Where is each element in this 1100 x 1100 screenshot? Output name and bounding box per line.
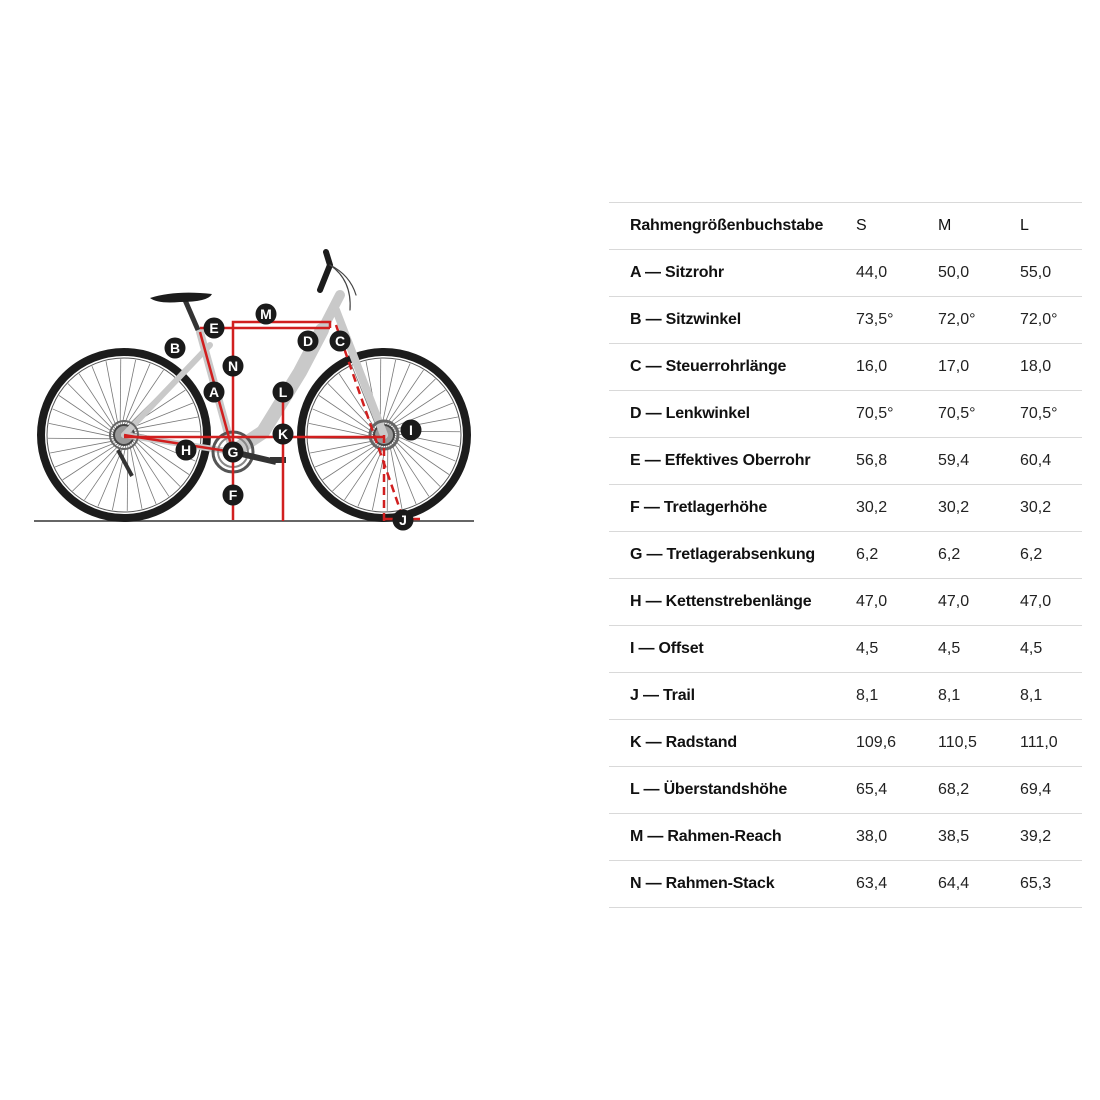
value-size-l: 18,0 <box>1020 344 1082 391</box>
value-size-l: 39,2 <box>1020 814 1082 861</box>
row-label: J — Trail <box>609 673 856 720</box>
marker-m <box>256 304 277 325</box>
marker-label: L <box>278 384 288 400</box>
marker-label: I <box>409 422 413 438</box>
table-row <box>609 814 1082 861</box>
marker-label: D <box>302 333 314 349</box>
table-row <box>609 391 1082 438</box>
marker-label: N <box>227 358 239 374</box>
value-size-s: 73,5° <box>856 297 938 344</box>
value-size-s: 30,2 <box>856 485 938 532</box>
marker-j <box>393 510 414 531</box>
bike-frame <box>124 295 384 452</box>
row-label: B — Sitzwinkel <box>609 297 856 344</box>
value-size-l: 4,5 <box>1020 626 1082 673</box>
value-size-s: 8,1 <box>856 673 938 720</box>
value-size-l: 55,0 <box>1020 250 1082 297</box>
value-size-s: 4,5 <box>856 626 938 673</box>
marker-e <box>204 318 225 339</box>
value-size-m: 50,0 <box>938 250 1020 297</box>
row-label: E — Effektives Oberrohr <box>609 438 856 485</box>
table-row <box>609 532 1082 579</box>
table-row <box>609 485 1082 532</box>
marker-label: H <box>180 442 192 458</box>
value-size-s: 44,0 <box>856 250 938 297</box>
marker-g <box>223 442 244 463</box>
row-label: D — Lenkwinkel <box>609 391 856 438</box>
value-size-s: 38,0 <box>856 814 938 861</box>
value-size-m: 68,2 <box>938 767 1020 814</box>
value-size-m: 70,5° <box>938 391 1020 438</box>
row-label: N — Rahmen-Stack <box>609 861 856 908</box>
saddle <box>150 293 212 330</box>
value-size-l: 69,4 <box>1020 767 1082 814</box>
marker-label: F <box>228 487 238 503</box>
row-label: A — Sitzrohr <box>609 250 856 297</box>
marker-label: C <box>334 333 346 349</box>
value-size-l: 72,0° <box>1020 297 1082 344</box>
value-size-l: 30,2 <box>1020 485 1082 532</box>
table-row <box>609 297 1082 344</box>
marker-i <box>401 420 422 441</box>
table-row <box>609 767 1082 814</box>
value-size-l: 47,0 <box>1020 579 1082 626</box>
value-size-m: 72,0° <box>938 297 1020 344</box>
row-label: H — Kettenstrebenlänge <box>609 579 856 626</box>
marker-label: B <box>169 340 181 356</box>
value-size-m: 59,4 <box>938 438 1020 485</box>
value-size-m: 17,0 <box>938 344 1020 391</box>
header-size-s: S <box>856 203 938 250</box>
table-row <box>609 250 1082 297</box>
marker-b <box>165 338 186 359</box>
marker-label: K <box>277 426 289 442</box>
marker-label: G <box>227 444 239 460</box>
value-size-m: 110,5 <box>938 720 1020 767</box>
value-size-m: 4,5 <box>938 626 1020 673</box>
value-size-s: 56,8 <box>856 438 938 485</box>
marker-label: J <box>399 512 407 528</box>
value-size-l: 8,1 <box>1020 673 1082 720</box>
value-size-l: 65,3 <box>1020 861 1082 908</box>
value-size-l: 6,2 <box>1020 532 1082 579</box>
value-size-s: 63,4 <box>856 861 938 908</box>
marker-n <box>223 356 244 377</box>
value-size-s: 65,4 <box>856 767 938 814</box>
table-header-row <box>609 203 1082 250</box>
row-label: G — Tretlagerabsenkung <box>609 532 856 579</box>
table-row <box>609 579 1082 626</box>
value-size-m: 64,4 <box>938 861 1020 908</box>
value-size-s: 6,2 <box>856 532 938 579</box>
row-label: M — Rahmen-Reach <box>609 814 856 861</box>
row-label: L — Überstandshöhe <box>609 767 856 814</box>
header-size-l: L <box>1020 203 1082 250</box>
table-row <box>609 626 1082 673</box>
value-size-m: 8,1 <box>938 673 1020 720</box>
value-size-s: 70,5° <box>856 391 938 438</box>
marker-l <box>273 382 294 403</box>
row-label: F — Tretlagerhöhe <box>609 485 856 532</box>
drivetrain <box>110 421 398 476</box>
value-size-m: 30,2 <box>938 485 1020 532</box>
value-size-m: 47,0 <box>938 579 1020 626</box>
marker-f <box>223 485 244 506</box>
row-label: I — Offset <box>609 626 856 673</box>
row-label: K — Radstand <box>609 720 856 767</box>
value-size-l: 60,4 <box>1020 438 1082 485</box>
header-frame-size-label: Rahmengrößenbuchstabe <box>609 203 856 250</box>
marker-a <box>204 382 225 403</box>
marker-d <box>298 331 319 352</box>
marker-h <box>176 440 197 461</box>
marker-c <box>330 331 351 352</box>
value-size-m: 6,2 <box>938 532 1020 579</box>
value-size-m: 38,5 <box>938 814 1020 861</box>
marker-label: A <box>208 384 220 400</box>
header-size-m: M <box>938 203 1020 250</box>
value-size-l: 70,5° <box>1020 391 1082 438</box>
value-size-s: 16,0 <box>856 344 938 391</box>
value-size-s: 47,0 <box>856 579 938 626</box>
marker-k <box>273 424 294 445</box>
geometry-table <box>609 202 1082 908</box>
table-row <box>609 861 1082 908</box>
marker-label: E <box>209 320 219 336</box>
value-size-l: 111,0 <box>1020 720 1082 767</box>
table-row <box>609 673 1082 720</box>
row-label: C — Steuerrohrlänge <box>609 344 856 391</box>
marker-label: M <box>260 306 272 322</box>
table-row <box>609 720 1082 767</box>
value-size-s: 109,6 <box>856 720 938 767</box>
table-row <box>609 344 1082 391</box>
table-row <box>609 438 1082 485</box>
